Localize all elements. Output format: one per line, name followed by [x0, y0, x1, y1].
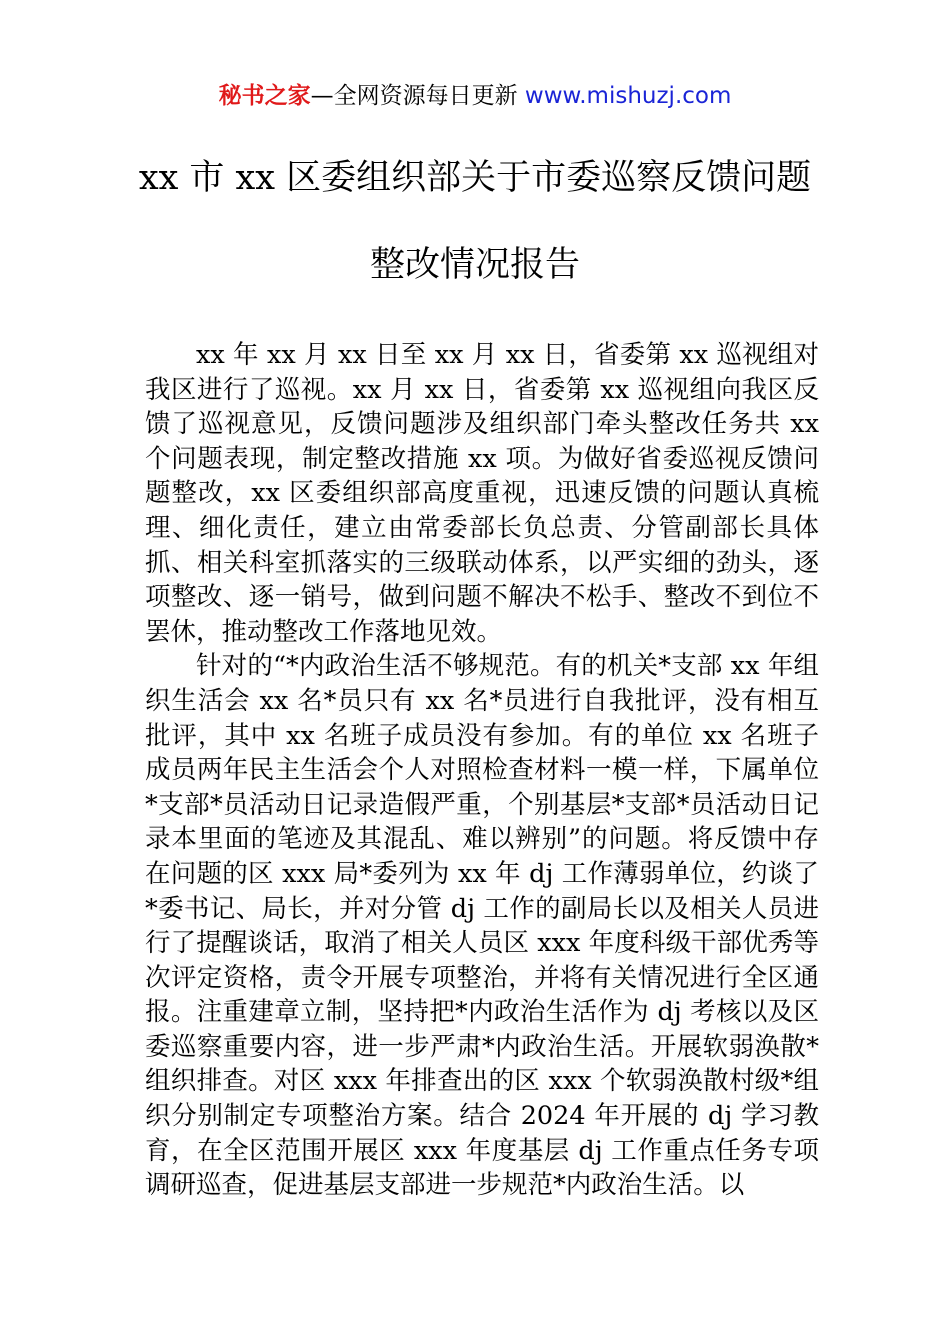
body-paragraph: xx 年 xx 月 xx 日至 xx 月 xx 日，省委第 xx 巡视组对我区进行了巡视。xx 月 xx 日，省委第 xx 巡视组向我区反馈了巡视意见，反馈问题涉及组织部门牵头整改任务共 xx 个问题表现，制定整改措施 xx 项。为做好省委巡视反馈问题整改，xx 区委组织部高度重视，迅速反馈的问题认真梳理、细化责任，建立由常委部长负总责、分管副部长具体抓、相关科室抓落实的三级联动体系，以严实细的劲头，逐项整改、逐一销号，做到问题不解决不松手、整改不到位不罢休，推动整改工作落地见效。 — [145, 340, 819, 647]
site-url-link[interactable]: www.mishuzj.com — [524, 83, 732, 109]
document-title — [100, 152, 850, 292]
site-header — [0, 80, 950, 112]
title-line-2: 整改情况报告 — [369, 245, 580, 285]
brand-name: 秘书之家 — [218, 83, 311, 109]
body-paragraph: 针对的“*内政治生活不够规范。有的机关*支部 xx 年组织生活会 xx 名*员只有 xx 名*员进行自我批评，没有相互批评，其中 xx 名班子成员没有参加。有的单位 xx 名班子成员两年民主生活会个人对照检查材料一模一样，下属单位*支部*员活动日记录造假严重，个别基层*支部*员活动日记录本里面的笔迹及其混乱、难以辨别”的问题。将反馈中存在问题的区 xxx 局*委列为 xx 年 dj 工作薄弱单位，约谈了*委书记、局长，并对分管 dj 工作的副局长以及相关人员进行了提醒谈话，取消了相关人员区 xxx 年度科级干部优秀等次评定资格，责令开展专项整治，并将有关情况进行全区通报。注重建章立制，坚持把*内政治生活作为 dj 考核以及区委巡察重要内容，进一步严肃*内政治生活。开展软弱涣散*组织排查。对区 xxx 年排查出的区 xxx 个软弱涣散村级*组织分别制定专项整治方案。结合 2024 年开展的 dj 学习教育，在全区范围开展区 xxx 年度基层 dj 工作重点任务专项调研巡查，促进基层支部进一步规范*内政治生活。以 — [145, 651, 819, 1201]
document-body — [145, 338, 819, 1203]
header-tagline: —全网资源每日更新 — [310, 83, 525, 109]
title-line-1: xx 市 xx 区委组织部关于市委巡察反馈问题 — [138, 158, 812, 198]
